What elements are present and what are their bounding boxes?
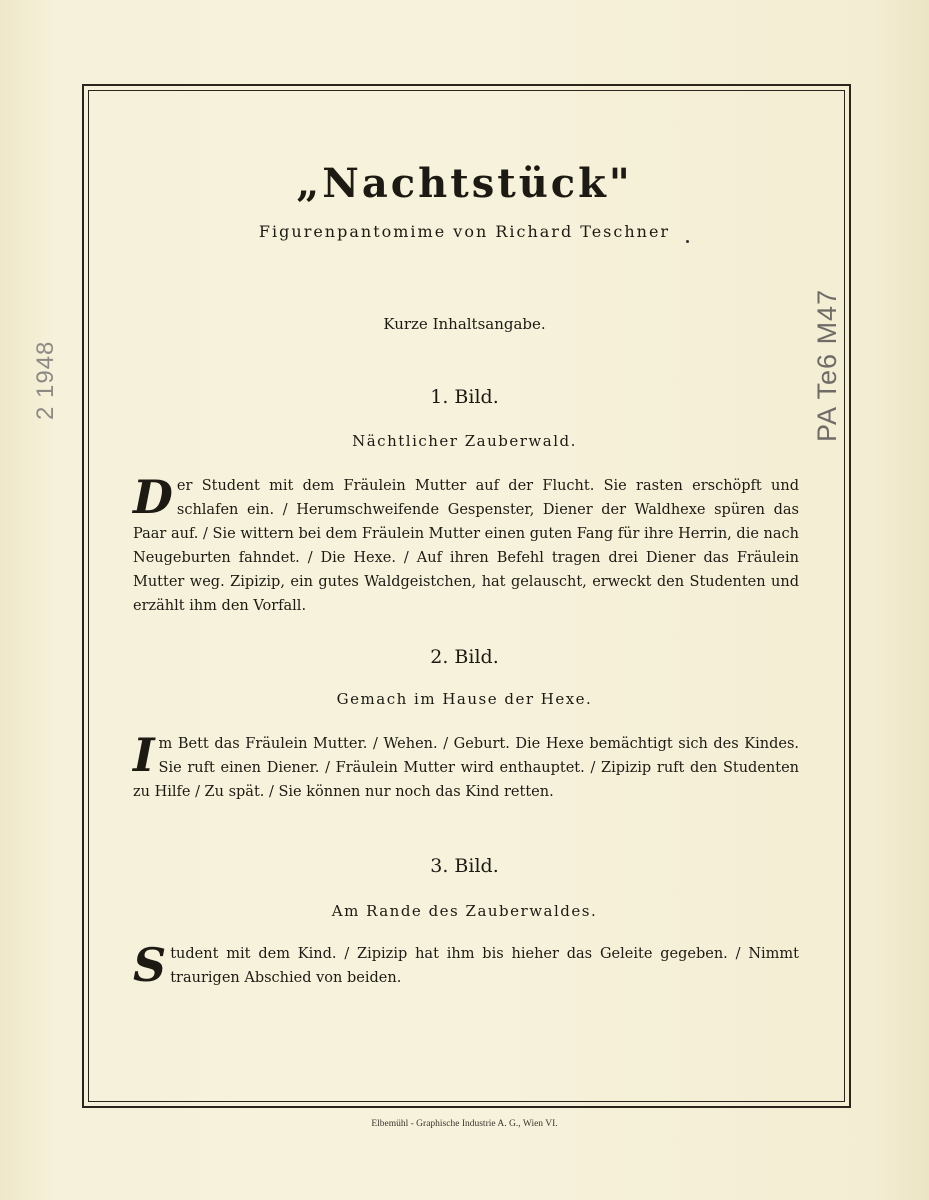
scene-2-text: m Bett das Fräulein Mutter. / Wehen. / Geburt. Die Hexe bemächtigt sich des Kindes. Sie ruft einen Diener. / Fräulein Mutter wird enthauptet. / Zipizip ruft den Studenten zu Hilfe / Zu spät. / Sie können nur noch das Kind retten. xyxy=(133,736,799,800)
scene-1-dropcap: D xyxy=(133,470,173,524)
scene-1-number: 1. Bild. xyxy=(430,386,499,408)
scene-2-title: Gemach im Hause der Hexe. xyxy=(336,690,593,708)
scene-1-title: Nächtlicher Zauberwald. xyxy=(352,432,577,450)
pencil-annotation-left: 2 1948 xyxy=(32,340,59,420)
ink-dot xyxy=(686,240,689,243)
scene-3-number: 3. Bild. xyxy=(430,855,499,877)
summary-heading: Kurze Inhaltsangabe. xyxy=(383,315,546,333)
scene-3-dropcap: S xyxy=(133,938,167,992)
scene-3-title: Am Rande des Zauberwaldes. xyxy=(331,902,598,920)
scene-2-dropcap: I xyxy=(133,728,155,782)
pencil-annotation-right: PA Te6 M47 xyxy=(812,288,842,442)
printer-imprint: Elbemühl - Graphische Industrie A. G., Wien VI. xyxy=(371,1119,558,1129)
scene-2-body xyxy=(133,728,799,804)
scene-1-body xyxy=(133,470,799,618)
page-title: „Nachtstück" xyxy=(296,160,633,207)
scene-3-body xyxy=(133,938,799,992)
page-subtitle: Figurenpantomime von Richard Teschner xyxy=(258,222,671,241)
scene-1-text: er Student mit dem Fräulein Mutter auf der Flucht. Sie rasten erschöpft und schlafen ein. / Herumschweifende Gespenster, Diener der Waldhexe spüren das Paar auf. / Sie wittern bei dem Fräulein Mutter einen guten Fang für ihre Herrin, die nach Neugeburten fahndet. / Die Hexe. / Auf ihren Befehl tragen drei Diener das Fräulein Mutter weg. Zipizip, ein gutes Waldgeistchen, hat gelauscht, erweckt den Studenten und erzählt ihm den Vorfall. xyxy=(133,478,799,614)
scene-2-number: 2. Bild. xyxy=(430,646,499,668)
scene-3-text: tudent mit dem Kind. / Zipizip hat ihm bis hieher das Geleite gegeben. / Nimmt traurigen Abschied von beiden. xyxy=(170,946,799,986)
